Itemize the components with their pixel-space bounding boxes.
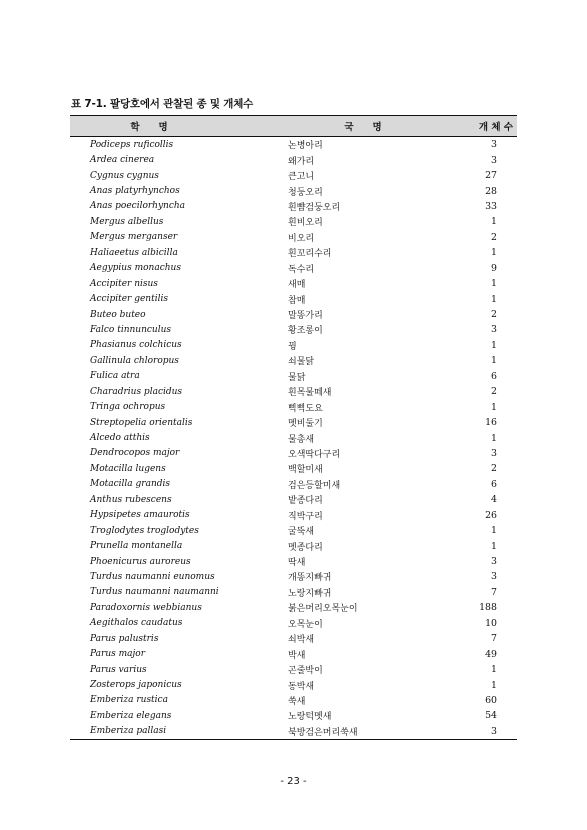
- scientific-name-cell: Streptopelia orientalis: [90, 417, 193, 428]
- table-row: [70, 662, 517, 677]
- scientific-name-cell: Parus major: [90, 649, 146, 660]
- table-row: [70, 600, 517, 615]
- count-cell: 1: [491, 339, 497, 351]
- table-row: [70, 230, 517, 245]
- table-row: [70, 384, 517, 399]
- table-row: [70, 538, 517, 553]
- table-row: [70, 353, 517, 368]
- header-scientific-name: 학 명: [70, 116, 288, 137]
- count-cell: 1: [491, 525, 497, 537]
- count-cell: 33: [485, 200, 497, 212]
- count-cell: 1: [491, 679, 497, 691]
- table-row: [70, 415, 517, 430]
- scientific-name-cell: Troglodytes troglodytes: [90, 525, 199, 536]
- korean-name-cell: 노랑턱멧새: [288, 712, 332, 723]
- table-row: [70, 708, 517, 723]
- table-row: [70, 307, 517, 322]
- count-cell: 1: [491, 664, 497, 676]
- table-row: [70, 338, 517, 353]
- scientific-name-cell: Emberiza rustica: [90, 695, 168, 706]
- scientific-name-cell: Aegypius monachus: [90, 263, 181, 274]
- scientific-name-cell: Gallinula chloropus: [90, 355, 179, 366]
- page-number: - 23 -: [280, 776, 307, 787]
- scientific-name-cell: Dendrocopos major: [90, 448, 180, 459]
- count-cell: 49: [485, 648, 497, 660]
- scientific-name-cell: Cygnus cygnus: [90, 170, 159, 181]
- korean-name-cell: 논병아리: [288, 141, 323, 152]
- scientific-name-cell: Anas poecilorhyncha: [90, 201, 186, 212]
- table-row: [70, 261, 517, 276]
- scientific-name-cell: Mergus merganser: [90, 232, 178, 243]
- scientific-name-cell: Falco tinnunculus: [90, 324, 172, 335]
- korean-name-cell: 황조롱이: [288, 326, 323, 337]
- table-row: [70, 585, 517, 600]
- korean-name-cell: 물닭: [288, 372, 306, 383]
- count-cell: 3: [491, 556, 497, 568]
- korean-name-cell: 굴뚝새: [288, 527, 315, 538]
- table-row: [70, 152, 517, 167]
- scientific-name-cell: Phasianus colchicus: [90, 340, 182, 351]
- scientific-name-cell: Accipiter gentilis: [90, 294, 168, 305]
- table-row: [70, 399, 517, 414]
- korean-name-cell: 쇠박새: [288, 635, 315, 646]
- korean-name-cell: 비오리: [288, 233, 315, 244]
- korean-name-cell: 오목눈이: [288, 619, 323, 630]
- table-row: [70, 677, 517, 692]
- scientific-name-cell: Haliaeetus albicilla: [90, 247, 178, 258]
- count-cell: 1: [491, 278, 497, 290]
- korean-name-cell: 흰비오리: [288, 218, 323, 229]
- scientific-name-cell: Emberiza elegans: [90, 710, 172, 721]
- scientific-name-cell: Charadrius placidus: [90, 386, 183, 397]
- korean-name-cell: 물총새: [288, 434, 315, 445]
- korean-name-cell: 말똥가리: [288, 311, 323, 322]
- table-header-row: [70, 116, 517, 137]
- count-cell: 27: [485, 170, 497, 182]
- count-cell: 2: [491, 463, 497, 475]
- scientific-name-cell: Tringa ochropus: [90, 402, 166, 413]
- count-cell: 2: [491, 309, 497, 321]
- table-row: [70, 461, 517, 476]
- korean-name-cell: 백할미새: [288, 465, 323, 476]
- scientific-name-cell: Zosterops japonicus: [90, 680, 182, 691]
- table-row: [70, 245, 517, 260]
- count-cell: 6: [491, 478, 497, 490]
- count-cell: 3: [491, 447, 497, 459]
- korean-name-cell: 오색딱다구리: [288, 449, 341, 460]
- scientific-name-cell: Hypsipetes amaurotis: [90, 510, 190, 521]
- scientific-name-cell: Alcedo atthis: [90, 433, 150, 444]
- scientific-name-cell: Turdus naumanni naumanni: [90, 587, 219, 598]
- korean-name-cell: 붉은머리오목눈이: [288, 604, 358, 615]
- count-cell: 1: [491, 432, 497, 444]
- table-row: [70, 724, 517, 740]
- table-row: [70, 631, 517, 646]
- korean-name-cell: 새매: [288, 280, 306, 291]
- table-row: [70, 616, 517, 631]
- table-row: [70, 137, 517, 153]
- table-row: [70, 168, 517, 183]
- count-cell: 6: [491, 370, 497, 382]
- scientific-name-cell: Buteo buteo: [90, 309, 146, 320]
- scientific-name-cell: Anthus rubescens: [90, 494, 172, 505]
- scientific-name-cell: Prunella montanella: [90, 541, 183, 552]
- scientific-name-cell: Fulica atra: [90, 371, 140, 382]
- korean-name-cell: 박새: [288, 650, 306, 661]
- table-row: [70, 646, 517, 661]
- scientific-name-cell: Phoenicurus auroreus: [90, 556, 191, 567]
- header-korean-name: 국 명: [288, 116, 438, 137]
- korean-name-cell: 큰고니: [288, 172, 315, 183]
- count-cell: 54: [485, 710, 497, 722]
- count-cell: 7: [491, 586, 497, 598]
- scientific-name-cell: Parus varius: [90, 664, 147, 675]
- table-row: [70, 523, 517, 538]
- count-cell: 3: [438, 724, 517, 740]
- count-cell: 1: [491, 293, 497, 305]
- header-count: 개 체 수: [438, 116, 517, 137]
- count-cell: 26: [485, 509, 497, 521]
- scientific-name-cell: Aegithalos caudatus: [90, 618, 183, 629]
- table-row: [70, 183, 517, 198]
- scientific-name-cell: Anas platyrhynchos: [90, 186, 180, 197]
- korean-name-cell: 멧비둘기: [288, 419, 323, 430]
- count-cell: 3: [491, 154, 497, 166]
- korean-name-cell: 멧종다리: [288, 542, 323, 553]
- korean-name-cell: 흰뺨검둥오리: [288, 202, 341, 213]
- table-row: [70, 199, 517, 214]
- count-cell: 3: [491, 324, 497, 336]
- table-row: [70, 430, 517, 445]
- korean-name-cell: 직박구리: [288, 511, 323, 522]
- korean-name-cell: 밭종다리: [288, 496, 323, 507]
- korean-name-cell: 왜가리: [288, 156, 315, 167]
- table-body: [70, 137, 517, 740]
- scientific-name-cell: Podiceps ruficollis: [90, 139, 174, 150]
- korean-name-cell: 개똥지빠귀: [288, 573, 332, 584]
- count-cell: 16: [485, 417, 497, 429]
- table-row: [70, 446, 517, 461]
- scientific-name-cell: Mergus albellus: [90, 216, 164, 227]
- count-cell: 9: [491, 262, 497, 274]
- count-cell: 2: [491, 386, 497, 398]
- korean-name-cell: 검은등할미새: [288, 480, 341, 491]
- scientific-name-cell: Paradoxornis webbianus: [90, 602, 202, 613]
- count-cell: 3: [491, 139, 497, 151]
- table-row: [70, 554, 517, 569]
- table-row: [70, 693, 517, 708]
- table-row: [70, 569, 517, 584]
- count-cell: 188: [479, 602, 497, 614]
- korean-name-cell: 참매: [288, 295, 306, 306]
- scientific-name-cell: Accipiter nisus: [90, 278, 158, 289]
- table-row: [70, 492, 517, 507]
- korean-name-cell: 흰꼬리수리: [288, 249, 332, 260]
- korean-name-cell: 청둥오리: [288, 187, 323, 198]
- korean-name-cell: 삑삑도요: [288, 403, 323, 414]
- count-cell: 1: [491, 216, 497, 228]
- korean-name-cell: 곤줄박이: [288, 666, 323, 677]
- count-cell: 10: [485, 617, 497, 629]
- korean-name-cell: 딱새: [288, 558, 306, 569]
- table-row: [70, 276, 517, 291]
- count-cell: 1: [491, 355, 497, 367]
- table-row: [70, 369, 517, 384]
- table-row: [70, 291, 517, 306]
- count-cell: 4: [491, 494, 497, 506]
- korean-name-cell: 흰목물떼새: [288, 388, 332, 399]
- scientific-name-cell: Motacilla grandis: [90, 479, 171, 490]
- scientific-name-cell: Emberiza pallasi: [70, 724, 288, 740]
- scientific-name-cell: Ardea cinerea: [90, 155, 155, 166]
- korean-name-cell: 동박새: [288, 681, 315, 692]
- species-table-container: [70, 115, 517, 740]
- korean-name-cell: 독수리: [288, 264, 315, 275]
- korean-name-cell: 쑥새: [288, 696, 306, 707]
- table-caption: 표 7-1. 팔당호에서 관찰된 종 및 개체수: [71, 98, 254, 110]
- count-cell: 7: [491, 633, 497, 645]
- count-cell: 1: [491, 540, 497, 552]
- korean-name-cell: 노랑지빠귀: [288, 588, 332, 599]
- korean-name-cell: 쇠물닭: [288, 357, 315, 368]
- table-row: [70, 214, 517, 229]
- korean-name-cell: 북방검은머리쑥새: [288, 724, 438, 740]
- table-row: [70, 322, 517, 337]
- count-cell: 60: [485, 694, 497, 706]
- scientific-name-cell: Turdus naumanni eunomus: [90, 571, 215, 582]
- count-cell: 1: [491, 247, 497, 259]
- count-cell: 2: [491, 231, 497, 243]
- count-cell: 28: [485, 185, 497, 197]
- scientific-name-cell: Parus palustris: [90, 633, 159, 644]
- count-cell: 1: [491, 401, 497, 413]
- korean-name-cell: 꿩: [288, 341, 297, 352]
- scientific-name-cell: Motacilla lugens: [90, 463, 166, 474]
- table-row: [70, 508, 517, 523]
- count-cell: 3: [491, 571, 497, 583]
- species-table: [70, 115, 517, 740]
- table-row: [70, 477, 517, 492]
